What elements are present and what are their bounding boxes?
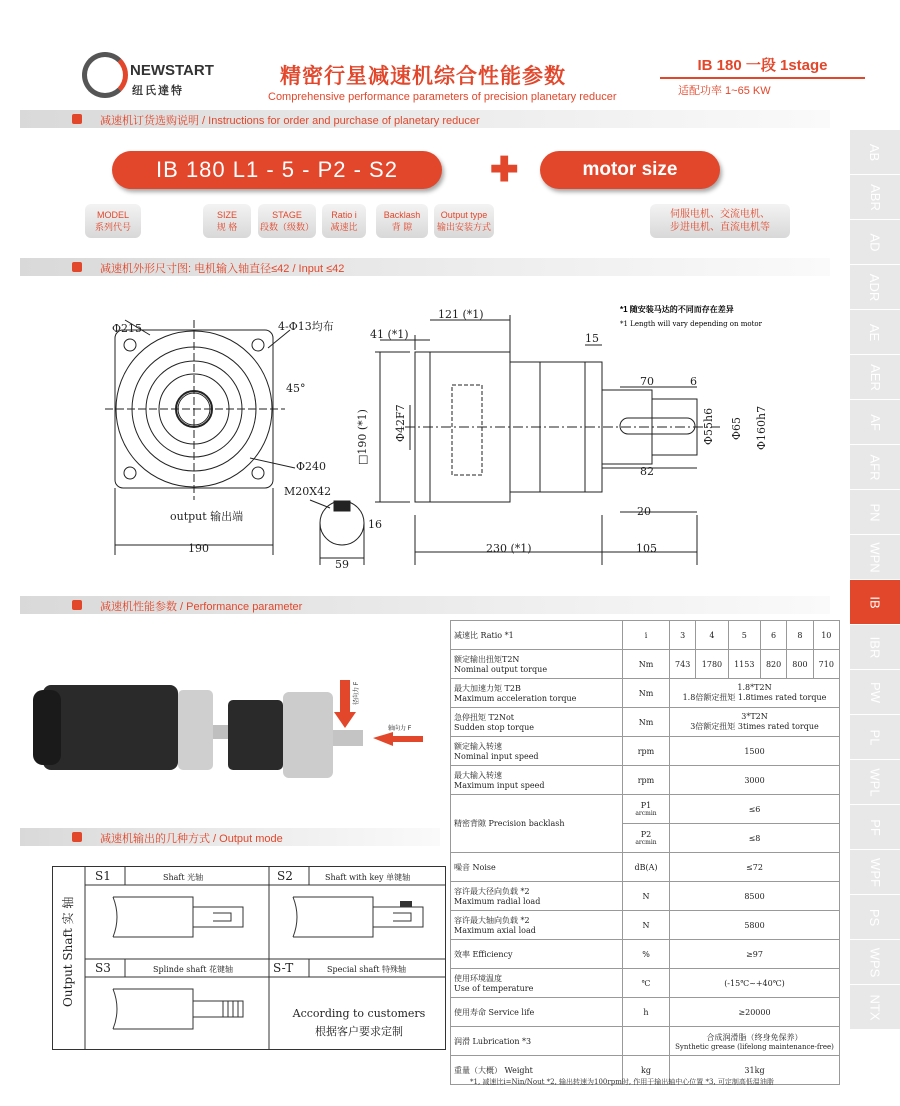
param-label — [451, 853, 623, 882]
tab-label: AFR — [867, 454, 883, 480]
dim-d160: Φ160h7 — [755, 405, 768, 450]
backlash-p1-value: ≤6 — [670, 795, 840, 824]
dim-l70: 70 — [640, 375, 654, 388]
backlash-p1 — [623, 795, 670, 824]
table-row — [451, 969, 840, 998]
tab-label: PL — [867, 729, 883, 745]
param-cn: 额定输入转速 — [454, 742, 502, 751]
model-label: IB 180 一段 1stage — [660, 54, 865, 79]
tab-abr[interactable] — [850, 175, 900, 220]
tab-label: ABR — [867, 183, 883, 211]
param-value: ≤72 — [670, 853, 840, 882]
param-cn: 最大输入转速 — [454, 771, 502, 780]
param-value-sub: Synthetic grease (lifelong maintenance-free) — [675, 1042, 834, 1051]
tab-afr[interactable] — [850, 445, 900, 490]
param-label — [451, 708, 623, 737]
st-code: S-T — [273, 961, 294, 975]
tag-motor-line2: 步进电机、直流电机等 — [670, 222, 770, 233]
tab-label: PS — [867, 908, 883, 926]
param-en: Nominal input speed — [454, 752, 539, 761]
table-row — [451, 998, 840, 1027]
dim-d240: Φ240 — [296, 460, 327, 473]
param-en: Nominal output torque — [454, 665, 548, 674]
brand-name-cn: 纽氏達特 — [132, 85, 184, 97]
brand-name: NEWSTART — [130, 62, 214, 79]
tab-label: WPF — [867, 857, 883, 887]
tag-size-en: SIZE — [216, 210, 237, 220]
tag-ratio-en: Ratio i — [331, 210, 357, 220]
tab-label: PN — [867, 502, 883, 522]
tag-output-cn: 输出安装方式 — [436, 222, 491, 232]
tab-label: ADR — [867, 273, 883, 301]
param-cn: 使用寿命 Service life — [454, 1007, 535, 1017]
param-value-sub: 3倍额定扭矩 3times rated torque — [690, 722, 819, 731]
note1-cn: *1 随安装马达的不同而存在差异 — [620, 305, 734, 314]
param-value: 3000 — [670, 766, 840, 795]
dim-l121: 121 (*1) — [438, 308, 484, 321]
section-order-label: 减速机订货选购说明 / Instructions for order and purchase of planetary reducer — [100, 115, 480, 127]
param-cn: 效率 Efficiency — [454, 949, 513, 959]
tab-af[interactable] — [850, 400, 900, 445]
tab-label: PW — [867, 681, 883, 703]
tag-ratio-cn: 减速比 — [330, 222, 358, 232]
param-value-main: 3*T2N — [741, 712, 768, 721]
tag-motor — [650, 204, 790, 238]
tag-output — [434, 204, 494, 238]
section-marker-icon — [72, 600, 82, 610]
radial-force-label: 径向力 F — [354, 681, 360, 705]
dim-w59: 59 — [335, 558, 349, 571]
output-mode-lines — [53, 867, 445, 1049]
s3-desc: Splinde shaft 花键轴 — [153, 965, 234, 974]
tag-model-en: MODEL — [96, 210, 129, 220]
tag-model — [85, 204, 141, 238]
dim-l6: 6 — [690, 375, 697, 388]
param-en: Sudden stop torque — [454, 723, 534, 732]
tab-label: AF — [867, 413, 883, 431]
param-label — [451, 969, 623, 998]
plus-icon: ✚ — [490, 151, 519, 189]
param-unit: ℃ — [623, 969, 670, 998]
torque-value: 1780 — [696, 650, 728, 679]
output-mode-table — [52, 866, 446, 1050]
table-row — [451, 940, 840, 969]
tag-backlash — [376, 204, 428, 238]
ratio-label: 减速比 Ratio *1 — [451, 621, 623, 650]
power-range: 适配功率 1~65 KW — [678, 85, 771, 97]
param-value: 31kg — [670, 1056, 840, 1085]
section-order — [20, 110, 830, 128]
table-row — [451, 882, 840, 911]
custom-en: According to customers — [292, 1007, 426, 1020]
tab-label: WPS — [867, 947, 883, 977]
tab-label: AB — [867, 143, 883, 161]
backlash-p2-code: P2 — [640, 830, 652, 839]
backlash-p2 — [623, 824, 670, 853]
tab-wpn[interactable] — [850, 535, 900, 580]
backlash-p1-code: P1 — [640, 801, 652, 810]
param-value — [670, 679, 840, 708]
param-cn: 使用环境温度 — [454, 974, 502, 983]
tab-ibr[interactable] — [850, 625, 900, 670]
tag-ratio — [322, 204, 366, 238]
param-unit: Nm — [623, 650, 670, 679]
param-label — [451, 766, 623, 795]
tab-label: AER — [867, 363, 883, 391]
dim-l15: 15 — [585, 332, 599, 345]
tab-wpl[interactable] — [850, 760, 900, 805]
tag-stage-cn: 段数（级数） — [259, 222, 314, 232]
table-row — [451, 795, 840, 824]
param-unit: N — [623, 882, 670, 911]
output-label: output 输出端 — [170, 510, 244, 523]
param-unit: % — [623, 940, 670, 969]
backlash-p2-value: ≤8 — [670, 824, 840, 853]
dim-w190: 190 — [188, 542, 209, 555]
model-tabs — [850, 130, 900, 1030]
tag-model-cn: 系列代号 — [94, 222, 131, 232]
tab-ntx[interactable] — [850, 985, 900, 1030]
table-row — [451, 650, 840, 679]
dim-l41: 41 (*1) — [370, 328, 409, 341]
table-row — [451, 911, 840, 940]
dim-d55: Φ55h6 — [702, 407, 715, 445]
tab-ae[interactable] — [850, 310, 900, 355]
param-en: Maximum radial load — [454, 897, 541, 906]
param-unit: rpm — [623, 766, 670, 795]
section-output-label: 减速机输出的几种方式 / Output mode — [100, 833, 283, 845]
dim-l105: 105 — [636, 542, 657, 555]
tab-aer[interactable] — [850, 355, 900, 400]
param-cn: 最大加速力矩 T2B — [454, 684, 521, 693]
param-unit: rpm — [623, 737, 670, 766]
param-unit: h — [623, 998, 670, 1027]
param-en: Maximum input speed — [454, 781, 545, 790]
param-label — [451, 911, 623, 940]
table-row — [451, 853, 840, 882]
tab-label: AD — [867, 232, 883, 252]
torque-value: 743 — [670, 650, 696, 679]
product-photo — [28, 650, 440, 820]
torque-value: 710 — [813, 650, 839, 679]
section-dimension — [20, 258, 830, 276]
param-label — [451, 737, 623, 766]
tab-label: PF — [867, 818, 883, 836]
param-cn: 重量（大概） Weight — [454, 1065, 533, 1075]
param-en: Maximum acceleration torque — [454, 694, 577, 703]
tab-pw[interactable] — [850, 670, 900, 715]
tab-label: WPN — [867, 541, 883, 573]
ratio-value: 10 — [813, 621, 839, 650]
tab-ad[interactable] — [850, 220, 900, 265]
section-marker-icon — [72, 114, 82, 124]
torque-value: 820 — [760, 650, 786, 679]
tab-ab[interactable] — [850, 130, 900, 175]
section-performance — [20, 596, 830, 614]
s1-code: S1 — [95, 869, 111, 883]
dim-d42: Φ42F7 — [394, 404, 407, 442]
param-value: ≥97 — [670, 940, 840, 969]
param-value: 8500 — [670, 882, 840, 911]
param-label — [451, 1027, 623, 1056]
tab-label: WPL — [867, 767, 883, 797]
s3-code: S3 — [95, 961, 111, 975]
param-value — [670, 1027, 840, 1056]
ratio-value: 4 — [696, 621, 728, 650]
param-cn: 额定输出扭矩T2N — [454, 655, 520, 664]
model-box — [660, 52, 865, 98]
param-cn: 急停扭矩 T2Not — [454, 713, 514, 722]
tag-size — [203, 204, 251, 238]
dim-sq190: □190 (*1) — [356, 409, 369, 465]
tab-pf[interactable] — [850, 805, 900, 850]
note1-en: *1 Length will vary depending on motor — [620, 320, 762, 328]
param-unit — [623, 1027, 670, 1056]
param-unit: dB(A) — [623, 853, 670, 882]
section-marker-icon — [72, 832, 82, 842]
dim-l20: 20 — [637, 505, 651, 518]
param-label — [451, 650, 623, 679]
param-label — [451, 679, 623, 708]
ratio-value: 3 — [670, 621, 696, 650]
tag-backlash-en: Backlash — [383, 210, 421, 220]
dimension-drawing — [0, 290, 850, 590]
param-en: Maximum axial load — [454, 926, 536, 935]
param-unit: N — [623, 911, 670, 940]
param-unit: Nm — [623, 679, 670, 708]
param-label — [451, 940, 623, 969]
backlash-unit: arcmin — [635, 839, 657, 846]
param-cn: 噪音 Noise — [454, 862, 496, 872]
dim-l230: 230 (*1) — [486, 542, 532, 555]
param-cn: 润滑 Lubrication *3 — [454, 1036, 532, 1046]
param-cn: 容许最大径向负载 *2 — [454, 887, 530, 896]
tab-label: IBR — [867, 636, 883, 658]
tab-label: IB — [867, 595, 883, 609]
param-value — [670, 708, 840, 737]
dim-l82: 82 — [640, 465, 654, 478]
tab-label: AE — [867, 323, 883, 341]
performance-table — [450, 620, 840, 1085]
tag-backlash-cn: 背 隙 — [391, 222, 413, 232]
dim-45deg: 45° — [286, 382, 306, 395]
param-value-main: 1.8*T2N — [737, 683, 772, 692]
dim-h16: 16 — [368, 518, 382, 531]
order-code-pill: IB 180 L1 - 5 - P2 - S2 — [112, 151, 442, 189]
custom-cn: 根据客户要求定制 — [315, 1025, 403, 1038]
backlash-unit: arcmin — [635, 810, 657, 817]
param-unit: Nm — [623, 708, 670, 737]
param-label — [451, 882, 623, 911]
torque-value: 800 — [787, 650, 813, 679]
param-en: Use of temperature — [454, 984, 534, 993]
param-value: 1500 — [670, 737, 840, 766]
tag-stage — [258, 204, 316, 238]
tab-ps[interactable] — [850, 895, 900, 940]
ratio-value: 8 — [787, 621, 813, 650]
tag-stage-en: STAGE — [272, 210, 302, 220]
torque-value: 1153 — [728, 650, 760, 679]
s2-desc: Shaft with key 单键轴 — [325, 873, 411, 882]
ratio-value: 6 — [760, 621, 786, 650]
page-title: 精密行星减速机综合性能参数 — [280, 65, 566, 88]
section-output — [20, 828, 440, 846]
tag-size-cn: 规 格 — [216, 222, 238, 232]
table-row — [451, 1027, 840, 1056]
tab-pn[interactable] — [850, 490, 900, 535]
brand-logo — [82, 52, 252, 102]
tab-wps[interactable] — [850, 940, 900, 985]
axial-force-label: 轴向力 F — [388, 726, 412, 732]
ratio-value: 5 — [728, 621, 760, 650]
param-value-main: 合成润滑脂（终身免保养） — [706, 1032, 803, 1042]
tab-pl[interactable] — [850, 715, 900, 760]
dim-d65: Φ65 — [730, 416, 743, 440]
tab-adr[interactable] — [850, 265, 900, 310]
tag-output-en: Output type — [440, 210, 488, 220]
param-label — [451, 998, 623, 1027]
table-row — [451, 708, 840, 737]
dim-m20: M20X42 — [284, 485, 332, 498]
backlash-label: 精密背隙 Precision backlash — [451, 795, 623, 853]
s1-desc: Shaft 光轴 — [163, 873, 204, 882]
page-subtitle: Comprehensive performance parameters of precision planetary reducer — [268, 91, 617, 103]
ratio-unit: i — [623, 621, 670, 650]
s2-code: S2 — [277, 869, 293, 883]
table-row — [451, 679, 840, 708]
tab-wpf[interactable] — [850, 850, 900, 895]
param-value: (-15℃~+40℃) — [670, 969, 840, 998]
tab-label: NTX — [867, 994, 883, 1020]
output-shaft-label: Output Shaft 实 轴 — [61, 896, 75, 1007]
param-value: 5800 — [670, 911, 840, 940]
st-desc: Special shaft 特殊轴 — [327, 965, 406, 974]
section-marker-icon — [72, 262, 82, 272]
tag-motor-line1: 伺服电机、交流电机、 — [670, 209, 770, 220]
section-dimension-label: 减速机外形尺寸图: 电机输入轴直径≤42 / Input ≤42 — [100, 263, 345, 275]
section-performance-label: 减速机性能参数 / Performance parameter — [100, 601, 303, 613]
table-row — [451, 621, 840, 650]
param-value: ≥20000 — [670, 998, 840, 1027]
dim-d215: Φ215 — [112, 322, 143, 335]
param-value-sub: 1.8倍额定扭矩 1.8times rated torque — [682, 693, 827, 702]
param-cn: 容许最大轴向负载 *2 — [454, 916, 530, 925]
tab-ib[interactable] — [850, 580, 900, 625]
table-notes: *1, 减速比i=Nin/Nout *2, 输出转速为100rpm时, 作用于输出轴中心位置 *3, 可定制高低温油脂 — [470, 1078, 774, 1086]
table-row — [451, 737, 840, 766]
dim-holes: 4-Φ13均布 — [278, 320, 334, 333]
logo-mark-icon — [82, 52, 128, 98]
table-row — [451, 766, 840, 795]
param-unit: kg — [623, 1056, 670, 1085]
motor-size-pill: motor size — [540, 151, 720, 189]
